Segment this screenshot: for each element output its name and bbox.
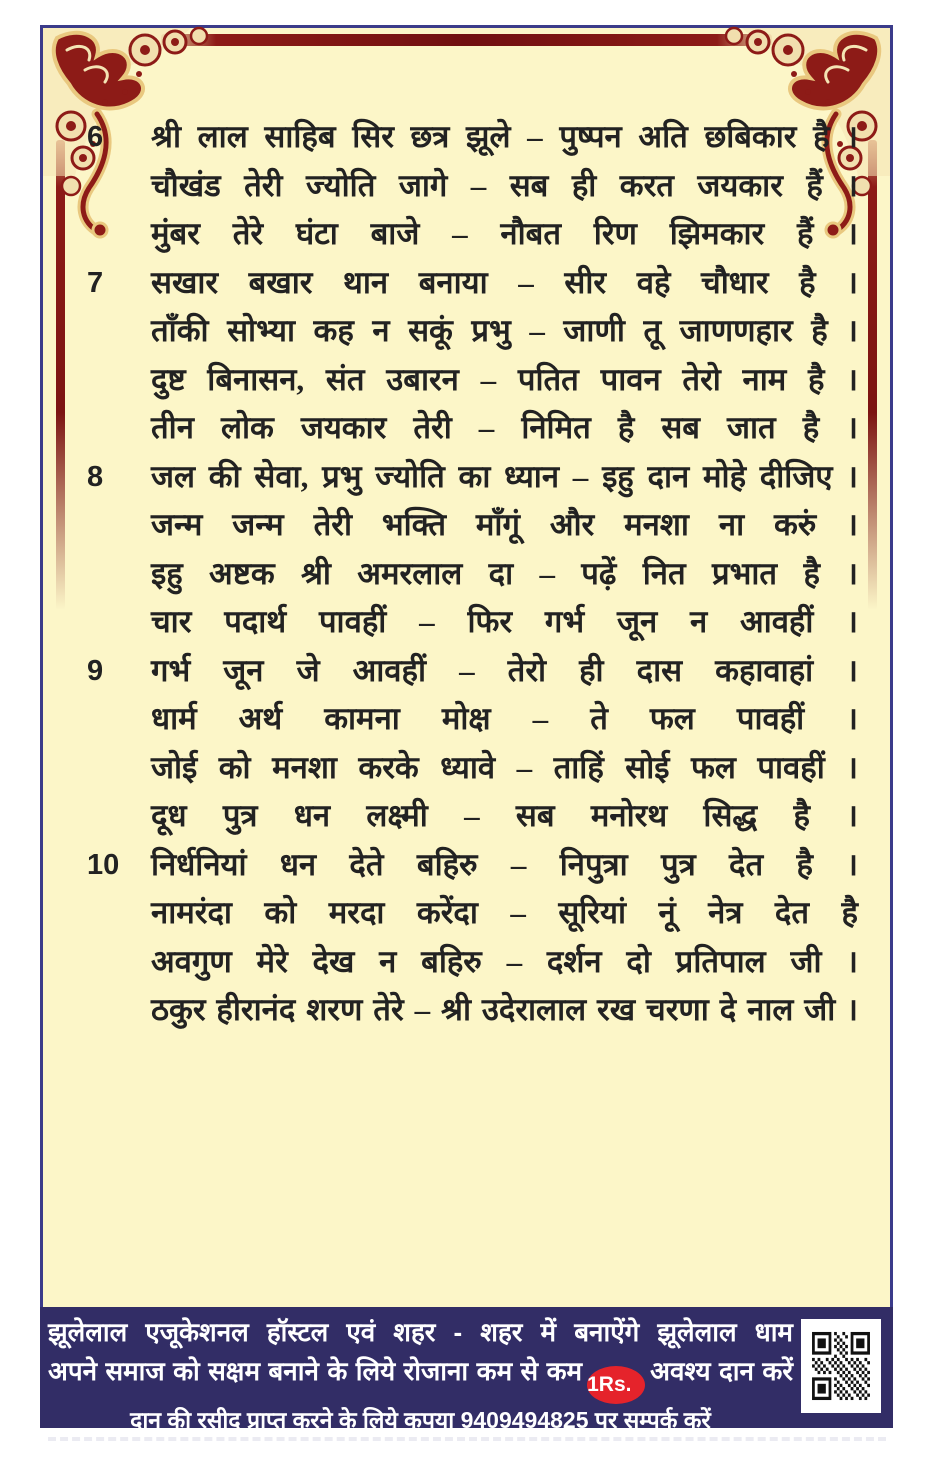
- verse-number: 6: [87, 121, 104, 153]
- verse-line: निर्धनियां धन देते बहिरु – निपुत्रा पुत्र देत है ।: [151, 846, 858, 882]
- qr-code: [801, 1319, 881, 1413]
- verse-line: इहु अष्टक श्री अमरलाल दा – पढ़ें नित प्रभात है ।: [151, 555, 859, 591]
- verse-row: [43, 113, 890, 259]
- verse-line: सखार बखार थान बनाया – सीर वहे चौधार है ।: [151, 264, 858, 300]
- verse-number: 9: [87, 654, 104, 687]
- verse-lines: [151, 647, 890, 841]
- verse-line: दूध पुत्र धन लक्ष्मी – सब मनोरथ सिद्ध है ।: [151, 798, 858, 833]
- one-rupee-badge: 1Rs.: [587, 1366, 645, 1404]
- verse-line: चार पदार्थ पावहीं – फिर गर्भ जून न आवहीं ।: [151, 604, 858, 639]
- content-panel: [40, 25, 893, 1433]
- perforation-line: [48, 1437, 886, 1441]
- verse-line: धार्म अर्थ कामना मोक्ष – ते फल पावहीं ।: [151, 701, 858, 736]
- verse-row: [43, 259, 890, 453]
- verse-number: 7: [87, 266, 104, 299]
- verse-line: चौखंड तेरी ज्योति जागे – सब ही करत जयकार हैं ।: [151, 167, 858, 203]
- verse-line: मुंबर तेरे घंटा बाजे – नौबत रिण झिमकार हैं ।: [151, 216, 858, 251]
- verse-line: दुष्ट बिनासन, संत उबारन – पतित पावन तेरो नाम है ।: [151, 361, 858, 397]
- verse-lines: [151, 841, 890, 1035]
- verse-list: [43, 113, 890, 1035]
- footer-line-1: झूलेलाल एजूकेशनल हॉस्टल एवं शहर - शहर में बनाऐंगे झूलेलाल धाम: [48, 1317, 793, 1347]
- top-border-bar: [161, 34, 772, 46]
- verse-line: जोई को मनशा करके ध्यावे – ताहिं सोई फल पावहीं ।: [151, 749, 858, 785]
- footer-line-3: दान की रसीद प्राप्त करने के लिये कृपया 9409494825 पर सम्पर्क करें: [130, 1407, 711, 1433]
- verse-lines: [151, 259, 890, 453]
- verse-number: 8: [87, 460, 104, 493]
- verse-line: अवगुण मेरे देख न बहिरु – दर्शन दो प्रतिपाल जी ।: [151, 943, 858, 979]
- footer-line-2-post: अवश्य दान करें: [650, 1356, 793, 1386]
- verse-row: [43, 647, 890, 841]
- verse-line: तीन लोक जयकार तेरी – निमित है सब जात है ।: [151, 410, 858, 445]
- verse-number: 10: [87, 848, 120, 881]
- verse-lines: [151, 113, 890, 259]
- verse-line: ठकुर हीरानंद शरण तेरे – श्री उदेरालाल रख चरणा दे नाल जी ।: [151, 992, 858, 1027]
- verse-row: [43, 841, 890, 1035]
- footer-line-2: [48, 1351, 793, 1404]
- verse-line: ताँकी सोभ्या कह न सकूं प्रभु – जाणी तू जाणणहार है ।: [151, 313, 858, 348]
- verse-line: जल की सेवा, प्रभु ज्योति का ध्यान – इहु दान मोहे दीजिए ।: [151, 458, 858, 494]
- verse-line: श्री लाल साहिब सिर छत्र झूले – पुष्पन अति छबिकार है ।: [151, 119, 858, 154]
- verse-line: नामरंदा को मरदा करेंदा – सूरियां नूं नेत्र देत है: [151, 895, 858, 930]
- verse-lines: [151, 453, 890, 647]
- verse-line: गर्भ जून जे आवहीं – तेरो ही दास कहावाहां ।: [151, 652, 858, 688]
- verse-line: जन्म जन्म तेरी भक्ति माँगूं और मनशा ना करुं ।: [151, 507, 858, 542]
- footer-banner: [40, 1307, 893, 1433]
- footer-line-2-pre: अपने समाज को सक्षम बनाने के लिये रोजाना कम से कम: [48, 1356, 583, 1386]
- verse-row: [43, 453, 890, 647]
